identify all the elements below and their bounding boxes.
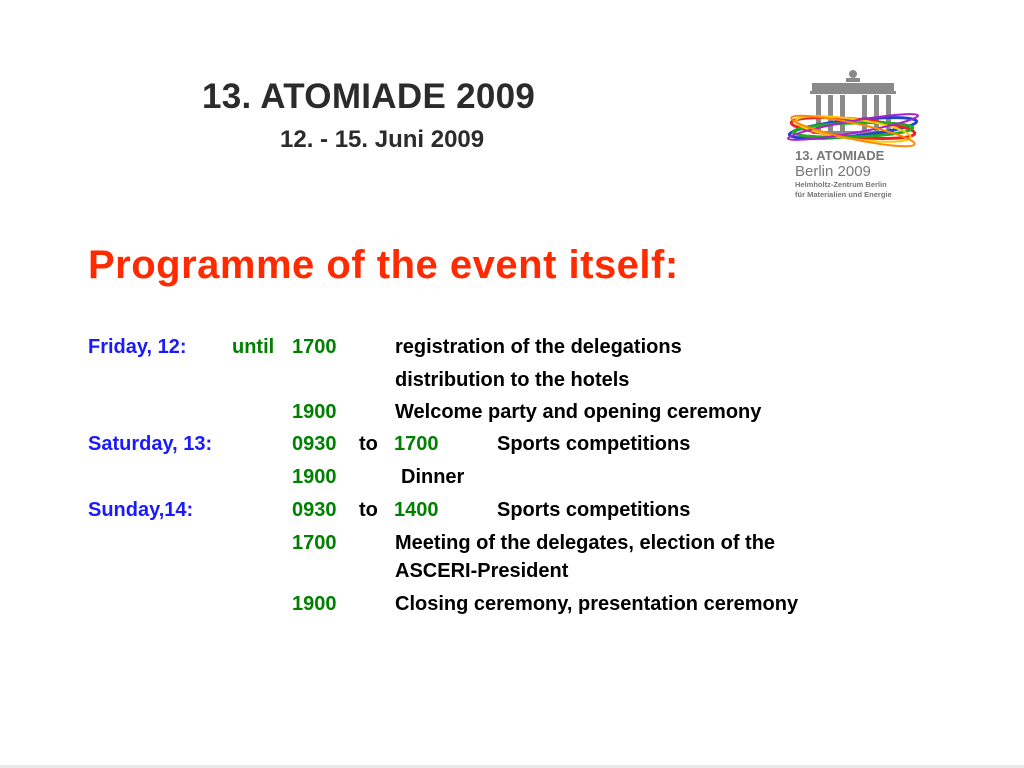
slide-dates: 12. - 15. Juni 2009 <box>280 126 485 153</box>
orbit-rings-icon <box>787 110 919 152</box>
atomiade-logo <box>778 68 928 202</box>
saturday-item-1: Sports competitions <box>497 433 691 455</box>
sunday-item-1: Sports competitions <box>497 499 691 521</box>
friday-time-2: 1900 <box>292 401 337 423</box>
sunday-time-2: 1700 <box>292 532 337 554</box>
sunday-item-2-line-1: Meeting of the delegates, election of the <box>395 532 776 554</box>
friday-label: Friday, 12: <box>88 336 187 358</box>
saturday-time-to: 1700 <box>394 433 439 455</box>
friday-item-2: distribution to the hotels <box>395 369 630 391</box>
sunday-to: to <box>359 499 378 521</box>
saturday-time-from: 0930 <box>292 433 337 455</box>
sunday-time-from: 0930 <box>292 499 337 521</box>
friday-time-1: 1700 <box>292 336 337 358</box>
logo-line-3: Helmholtz-Zentrum Berlin <box>795 180 887 189</box>
friday-item-3: Welcome party and opening ceremony <box>395 401 762 423</box>
logo-line-2: Berlin 2009 <box>795 163 871 180</box>
saturday-item-2: Dinner <box>401 466 465 488</box>
saturday-to: to <box>359 433 378 455</box>
logo-line-4: für Materialien und Energie <box>795 190 892 199</box>
sunday-label: Sunday,14: <box>88 499 194 521</box>
sunday-item-2-line-2: ASCERI-President <box>395 560 569 582</box>
sunday-time-3: 1900 <box>292 593 337 615</box>
friday-item-1: registration of the delegations <box>395 336 682 358</box>
sunday-time-to: 1400 <box>394 499 439 521</box>
saturday-label: Saturday, 13: <box>88 433 213 455</box>
friday-until: until <box>232 336 275 358</box>
logo-line-1: 13. ATOMIADE <box>795 148 885 163</box>
programme-heading: Programme of the event itself: <box>88 243 679 287</box>
slide-title: 13. ATOMIADE 2009 <box>202 77 536 116</box>
saturday-time-2: 1900 <box>292 466 337 488</box>
sunday-item-3: Closing ceremony, presentation ceremony <box>395 593 799 615</box>
